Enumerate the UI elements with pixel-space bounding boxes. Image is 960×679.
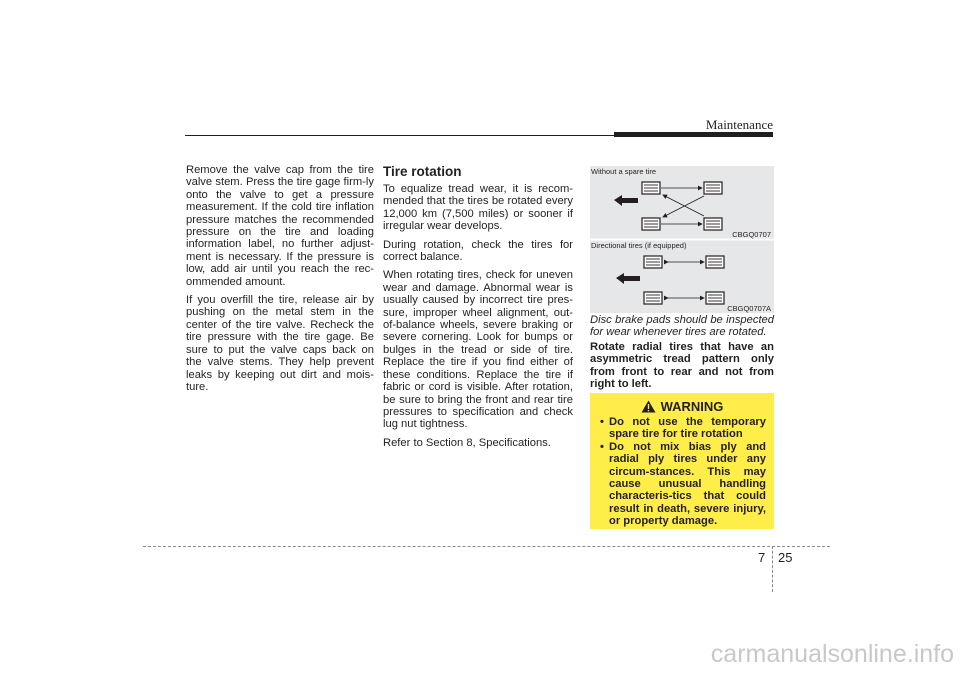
header-accent-bar [614,132,773,137]
panel1-code: CBGQ0707 [732,230,771,239]
warning-item: • Do not use the temporary spare tire for tire rotation [598,416,766,441]
tire-icon [704,182,722,194]
radial-tire-note: Rotate radial tires that have an asymmetric tread pattern only from front to rear and not from right to left. [590,340,774,391]
column-2 [383,164,573,455]
tire-icon [706,292,724,304]
tire-icon [644,292,662,304]
paragraph-balance: During rotation, check the tires for correct balance. [383,238,573,264]
tire-icon [642,218,660,230]
paragraph-uneven-wear: When rotating tires, check for uneven wear and damage. Abnormal wear is usually caused by incorrect tire pres-sure, improper wheel alignment, out-of-balance wheels, severe braking or severe cornering. Look for bumps or bulges in the tread or side of tire. Replace the tire if you find either of these conditions. Replace the tire if fabric or cord is visible. After rotation, be sure to bring the front and rear tire pressures to specification and check lug nut tightness. [383,269,573,431]
panel1-label: Without a spare tire [591,167,657,176]
panel2-code: CBGQ0707A [727,304,771,313]
tire-icon [706,256,724,268]
warning-box [590,393,774,529]
brake-pad-note: Disc brake pads should be inspected for wear whenever tires are rotated. [590,314,774,339]
footer-rule [143,546,830,547]
warning-header [598,399,766,414]
page-chapter: 7 [758,550,766,565]
tire-icon [644,256,662,268]
column-3 [590,314,774,396]
panel2-label: Directional tires (if equipped) [591,241,687,250]
column-1 [186,164,374,399]
warning-triangle-icon [641,400,656,413]
footer-page-divider [772,546,773,592]
tire-icon [704,218,722,230]
tire-icon [642,182,660,194]
paragraph-specifications: Refer to Section 8, Specifications. [383,436,551,449]
page-number: 25 [778,550,793,565]
tire-rotation-figure [590,166,774,313]
paragraph-overfill: If you overfill the tire, release air by pushing on the metal stem in the center of the tire valve. Recheck the tire pressure with the tire gage. Be sure to put the valve caps back on the valve stems. They help prevent leaks by keeping out dirt and mois-ture. [186,294,374,393]
warning-list [598,416,766,528]
header-title: Maintenance [705,117,773,132]
warning-title: WARNING [660,399,724,414]
section-heading-tire-rotation: Tire rotation [383,164,462,179]
tire-rotation-diagram [590,166,774,313]
paragraph-rotation-interval: To equalize tread wear, it is recom-mended that the tires be rotated every 12,000 km (7,500 miles) or sooner if irregular wear develops. [383,183,573,233]
watermark: carmanualsonline.info [710,640,954,668]
paragraph-valve-cap: Remove the valve cap from the tire valve stem. Press the tire gage firm-ly onto the valve to get a pressure measurement. If the cold tire inflation pressure matches the recommended pressure on the tire and loading information label, no further adjust-ment is necessary. If the pressure is low, add air until you reach the rec-ommended amount. [186,164,374,288]
warning-item: • Do not mix bias ply and radial ply tires under any circum-stances. This may cause unusual handling characteris-tics that could result in death, severe injury, or property damage. [598,441,766,528]
